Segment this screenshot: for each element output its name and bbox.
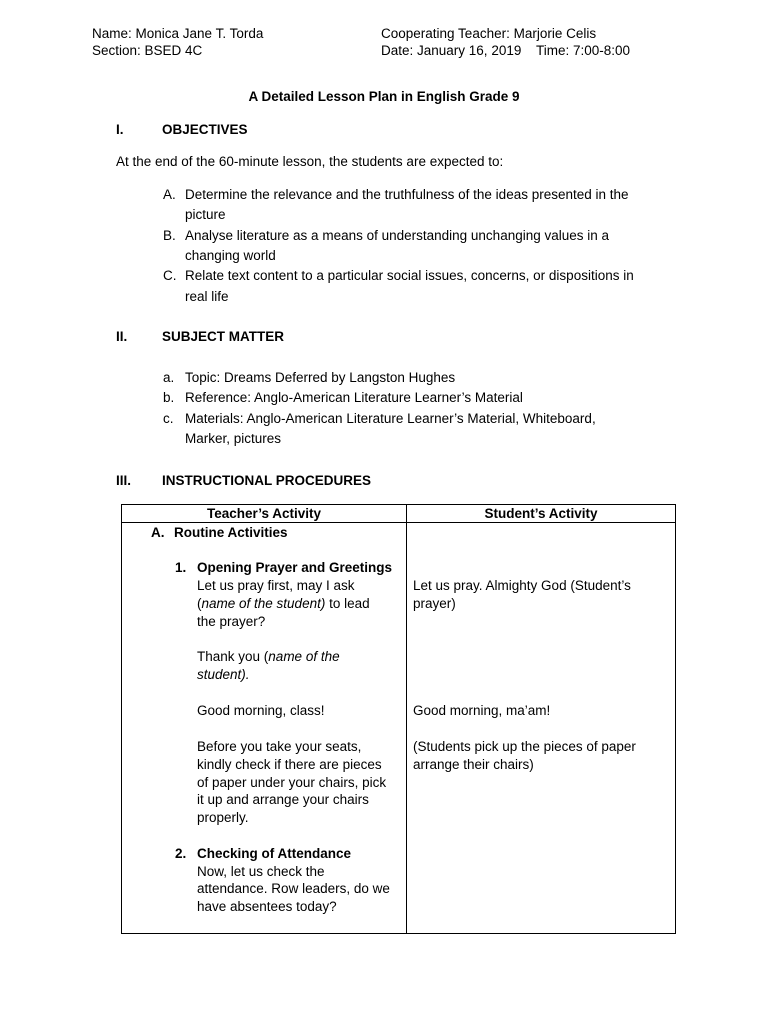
- teacher-line: Now, let us check the: [197, 864, 325, 879]
- subject-letter: b.: [163, 390, 175, 405]
- objectives-heading: OBJECTIVES: [162, 122, 248, 137]
- student-line: Good morning, ma’am!: [413, 703, 551, 718]
- student-line: prayer): [413, 596, 456, 611]
- step-number: 1.: [175, 560, 187, 575]
- opening-prayer-heading: Opening Prayer and Greetings: [197, 560, 393, 575]
- student-activity-header: Student’s Activity: [407, 505, 676, 523]
- objective-line: changing world: [185, 248, 276, 263]
- subject-letter: c.: [163, 411, 174, 426]
- date: Date: January 16, 2019: [381, 43, 522, 58]
- teacher-text: Thank you (: [197, 649, 269, 664]
- subject-heading: SUBJECT MATTER: [162, 329, 285, 344]
- objective-letter: C.: [163, 268, 177, 283]
- attendance-heading: Checking of Attendance: [197, 846, 352, 861]
- cooperating-teacher: Cooperating Teacher: Marjorie Celis: [381, 26, 597, 41]
- teacher-text: name of the: [268, 649, 340, 664]
- procedures-heading: INSTRUCTIONAL PROCEDURES: [162, 473, 372, 488]
- objective-line: picture: [185, 207, 226, 222]
- subject-letter: a.: [163, 370, 175, 385]
- objective-line: Determine the relevance and the truthfulness of the ideas presented in the: [185, 187, 629, 202]
- teacher-line: properly.: [197, 810, 249, 825]
- step-number: 2.: [175, 846, 187, 861]
- subject-topic: Topic: Dreams Deferred by Langston Hughes: [185, 370, 456, 385]
- teacher-text: to lead: [325, 596, 370, 611]
- student-line: arrange their chairs): [413, 757, 534, 772]
- section-letter: A.: [151, 525, 165, 540]
- author-name: Name: Monica Jane T. Torda: [92, 26, 264, 41]
- objective-letter: B.: [163, 228, 176, 243]
- teacher-line: attendance. Row leaders, do we: [197, 881, 390, 896]
- teacher-line: Before you take your seats,: [197, 739, 362, 754]
- teacher-line: [197, 648, 340, 666]
- teacher-line: of paper under your chairs, pick: [197, 775, 387, 790]
- subject-materials: Marker, pictures: [185, 431, 282, 446]
- page-title: A Detailed Lesson Plan in English Grade 9: [248, 89, 520, 104]
- teacher-activity-cell: [122, 523, 407, 934]
- teacher-text: name of the student): [201, 596, 326, 611]
- teacher-line: Let us pray first, may I ask: [197, 578, 355, 593]
- teacher-text: (: [197, 596, 202, 611]
- teacher-line: it up and arrange your chairs: [197, 792, 369, 807]
- objective-line: Analyse literature as a means of understanding unchanging values in a: [185, 228, 610, 243]
- subject-numeral: II.: [116, 329, 128, 344]
- time: Time: 7:00-8:00: [536, 43, 631, 58]
- objectives-intro: At the end of the 60-minute lesson, the students are expected to:: [116, 154, 504, 169]
- student-line: (Students pick up the pieces of paper: [413, 739, 636, 754]
- objective-letter: A.: [163, 187, 176, 202]
- teacher-line: [197, 595, 370, 613]
- objective-line: real life: [185, 289, 229, 304]
- teacher-line: Good morning, class!: [197, 703, 325, 718]
- table-row: [122, 523, 676, 934]
- section: Section: BSED 4C: [92, 43, 203, 58]
- student-activity-cell: [407, 523, 676, 934]
- routine-activities-heading: Routine Activities: [174, 525, 288, 540]
- subject-reference: Reference: Anglo-American Literature Learner’s Material: [185, 390, 523, 405]
- teacher-activity-header: Teacher’s Activity: [122, 505, 407, 523]
- teacher-line: kindly check if there are pieces: [197, 757, 382, 772]
- procedures-numeral: III.: [116, 473, 132, 488]
- subject-materials: Materials: Anglo-American Literature Learner’s Material, Whiteboard,: [185, 411, 596, 426]
- teacher-line: student).: [197, 667, 250, 682]
- student-line: Let us pray. Almighty God (Student’s: [413, 578, 631, 593]
- activity-table: [121, 504, 676, 934]
- objectives-numeral: I.: [116, 122, 124, 137]
- objective-line: Relate text content to a particular social issues, concerns, or dispositions in: [185, 268, 634, 283]
- teacher-line: the prayer?: [197, 614, 266, 629]
- table-header-row: [122, 505, 676, 523]
- teacher-line: have absentees today?: [197, 899, 337, 914]
